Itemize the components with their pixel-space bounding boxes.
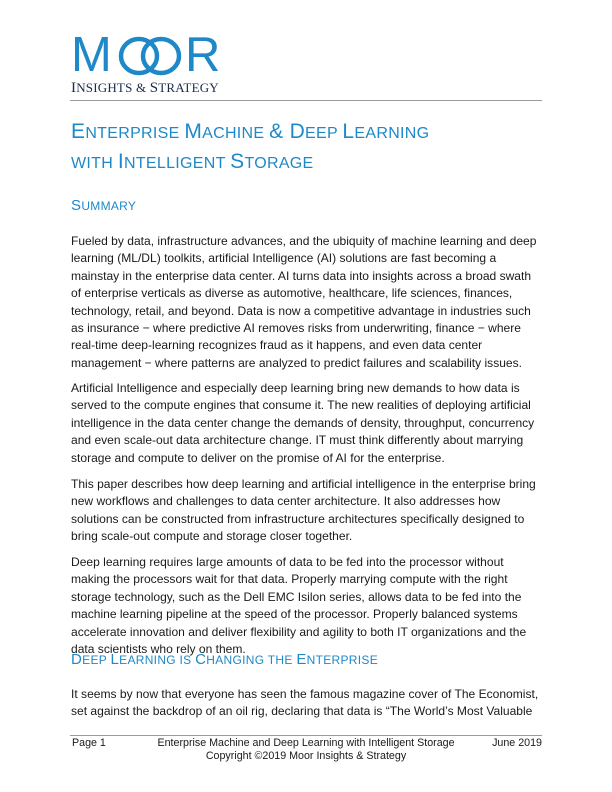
text-line: technology, retail, and beyond. Data is now a competitive advantage in industries such — [71, 303, 531, 318]
text-line: mainstay in the enterprise data center. AI turns data into insights across a broad swath — [71, 268, 532, 283]
title-part: & D — [269, 120, 306, 143]
heading-part: UMMARY — [81, 199, 137, 213]
tagline-part: I — [71, 80, 77, 96]
text-line: and even scale-out data architecture change. IT must think differently about marrying — [71, 433, 524, 448]
text-line: accelerate innovation and deliver flexibility and agility to both IT organizations and the — [71, 624, 527, 639]
text-line: of enterprise verticals as diverse as automotive, healthcare, life sciences, finances, — [71, 286, 513, 301]
title-line-2 — [71, 148, 551, 178]
text-line: learning (ML/DL) toolkits, artificial Intelligence (AI) solutions are fast becoming a — [71, 251, 497, 266]
heading-part: EEP — [82, 653, 111, 667]
heading-part: L — [110, 651, 120, 668]
title-part: I — [117, 150, 124, 173]
text-line: machine learning pipeline at the speed of the processor. Properly balanced systems — [71, 607, 518, 622]
text-line: Artificial Intelligence and especially deep learning bring new demands to how data is — [71, 381, 520, 395]
text-line: intelligence in the data center change the demands of density, throughput, concurrency — [71, 415, 535, 430]
summary-heading — [71, 197, 136, 214]
title-line-1 — [71, 118, 551, 148]
text-line: set against the backdrop of an oil rig, declaring that data is “The World’s Most Valuable — [71, 704, 533, 719]
title-part: NTERPRISE — [85, 125, 185, 142]
section2-paragraph — [71, 686, 549, 721]
title-part: M — [184, 120, 203, 143]
heading-part: E — [296, 651, 307, 668]
footer-center — [70, 737, 542, 763]
text-line: data scientists who rely on them. — [71, 642, 246, 657]
title-part: E — [71, 120, 86, 143]
title-part: S — [230, 150, 245, 173]
logo-rings-icon — [115, 36, 187, 76]
document-title — [71, 118, 551, 178]
footer-date: June 2019 — [492, 737, 542, 749]
summary-paragraph-2 — [71, 380, 549, 467]
heading-part: EARNING IS — [119, 653, 196, 667]
text-line: storage and compute to deliver on the promise of AI for the enterprise. — [71, 450, 445, 465]
title-part: TORAGE — [244, 155, 314, 172]
title-part: EEP — [305, 125, 343, 142]
heading-part: HANGING THE — [206, 653, 297, 667]
company-logo — [71, 28, 221, 99]
text-line: bring scale-out compute and storage closer together. — [71, 529, 353, 544]
text-line: This paper describes how deep learning and artificial intelligence in the enterprise bring — [71, 477, 536, 491]
summary-paragraph-1 — [71, 233, 549, 372]
header-divider — [70, 100, 542, 101]
logo-letter-m: M — [71, 28, 112, 82]
text-line: real-time deep-learning recognizes fraud as it happens, and even data center — [71, 338, 483, 353]
text-line: management − where patterns are analyzed to predict failures and scalability issues. — [71, 355, 522, 370]
text-line: Fueled by data, infrastructure advances, and the ubiquity of machine learning and deep — [71, 234, 537, 248]
heading-part: C — [195, 651, 207, 668]
text-line: It seems by now that everyone has seen the famous magazine cover of The Economist, — [71, 687, 539, 701]
heading-part: S — [71, 197, 82, 214]
summary-paragraph-3 — [71, 476, 549, 546]
logo-tagline — [71, 80, 219, 97]
logo-letter-r: R — [185, 28, 221, 82]
text-line: Deep learning requires large amounts of data to be fed into the processor without — [71, 555, 504, 569]
title-part: NTELLIGENT — [123, 155, 231, 172]
footer-page-number: Page 1 — [72, 737, 106, 749]
tagline-part: NSIGHTS & — [76, 80, 150, 95]
footer-copyright: Copyright ©2019 Moor Insights & Strategy — [205, 750, 407, 762]
page-footer — [70, 735, 542, 776]
title-part: EARNING — [354, 125, 430, 142]
text-line: served to the compute engines that consume it. The new realities of deploying artificial — [71, 398, 531, 413]
section-heading-deep-learning — [71, 651, 378, 668]
text-line: storage technology, such as the Dell EMC Isilon series, allows data to be fed into the — [71, 589, 522, 604]
title-part: ACHINE — [202, 125, 270, 142]
tagline-part: TRATEGY — [158, 80, 219, 95]
summary-paragraph-4 — [71, 554, 549, 658]
heading-part: NTERPRISE — [306, 653, 379, 667]
text-line: making the processors wait for that data. Properly marrying compute with the right — [71, 572, 508, 587]
footer-doc-title: Enterprise Machine and Deep Learning with Intelligent Storage — [157, 737, 455, 749]
text-line: new workflows and challenges to data center architecture. It also addresses how — [71, 494, 501, 509]
text-line: as insurance − where predictive AI removes risks from underwriting, finance − where — [71, 321, 521, 336]
text-line: solutions can be constructed from infrastructure architectures specifically designed to — [71, 511, 525, 526]
tagline-part: S — [149, 80, 159, 96]
title-part: L — [342, 120, 355, 143]
heading-part: D — [71, 651, 83, 668]
title-part: WITH — [71, 155, 118, 172]
